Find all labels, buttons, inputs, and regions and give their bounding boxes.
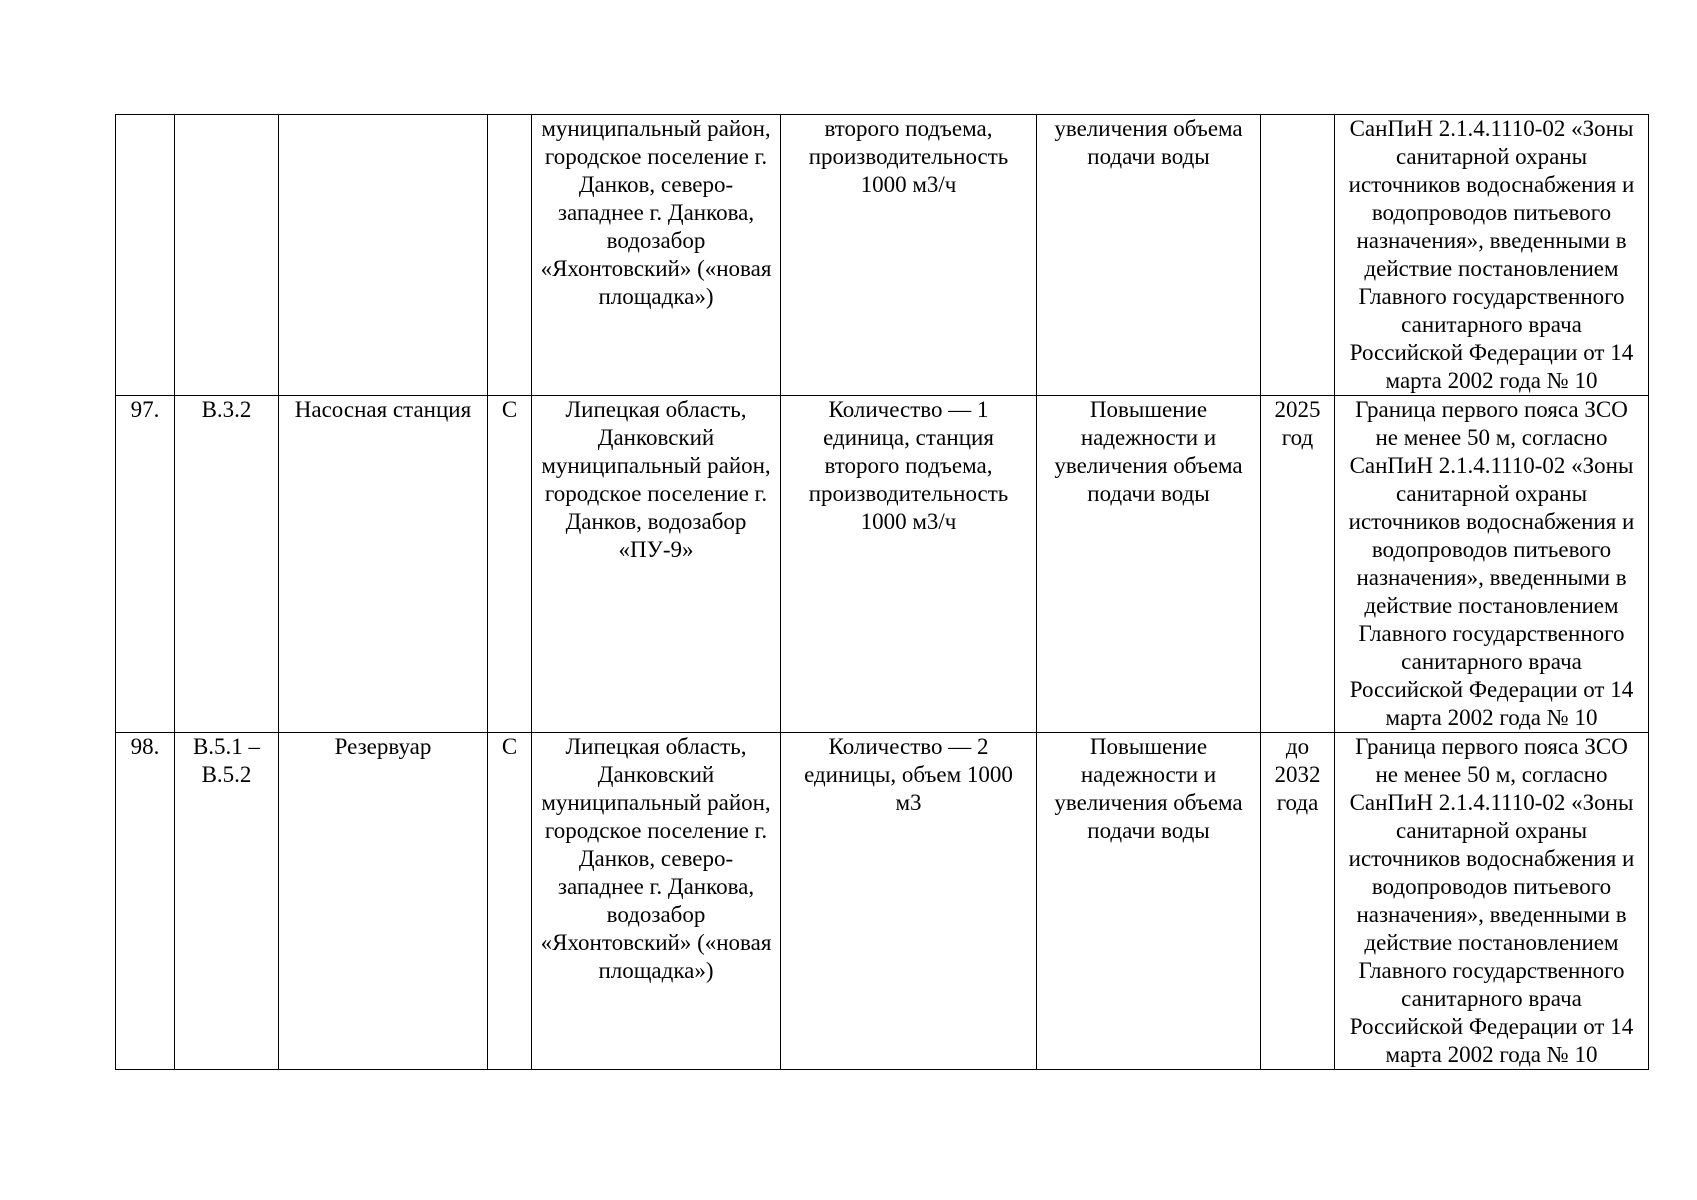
object-code-cell: В.3.2 <box>175 396 279 733</box>
status-cell: С <box>488 733 532 1070</box>
document-page <box>115 114 1648 1070</box>
protection-zone-cell: Граница первого пояса ЗСО не менее 50 м, согласно СанПиН 2.1.4.1110-02 «Зоны санитарной охраны источников водоснабжения и водопроводов питьевого назначения», введенными в действие постановлением Главного государственного санитарного врача Российской Федерации от 14 марта 2002 года № 10 <box>1335 733 1649 1070</box>
facilities-table <box>115 114 1649 1070</box>
object-name-cell: Резервуар <box>279 733 488 1070</box>
location-cell: муниципальный район, городское поселение г. Данков, северо- западнее г. Данкова, водозабор «Яхонтовский» («новая площадка») <box>532 115 781 396</box>
object-code-cell <box>175 115 279 396</box>
purpose-cell: Повышение надежности и увеличения объема подачи воды <box>1037 733 1261 1070</box>
table-row <box>116 396 1649 733</box>
term-cell: 2025 год <box>1261 396 1335 733</box>
row-number-cell <box>116 115 175 396</box>
status-cell <box>488 115 532 396</box>
table-row <box>116 115 1649 396</box>
protection-zone-cell: Граница первого пояса ЗСО не менее 50 м, согласно СанПиН 2.1.4.1110-02 «Зоны санитарной охраны источников водоснабжения и водопроводов питьевого назначения», введенными в действие постановлением Главного государственного санитарного врача Российской Федерации от 14 марта 2002 года № 10 <box>1335 396 1649 733</box>
location-cell: Липецкая область, Данковский муниципальный район, городское поселение г. Данков, северо- западнее г. Данкова, водозабор «Яхонтовский» («новая площадка») <box>532 733 781 1070</box>
characteristics-cell: второго подъема, производительность 1000 м3/ч <box>781 115 1037 396</box>
object-name-cell: Насосная станция <box>279 396 488 733</box>
purpose-cell: увеличения объема подачи воды <box>1037 115 1261 396</box>
row-number-cell: 98. <box>116 733 175 1070</box>
protection-zone-cell: СанПиН 2.1.4.1110-02 «Зоны санитарной охраны источников водоснабжения и водопроводов питьевого назначения», введенными в действие постановлением Главного государственного санитарного врача Российской Федерации от 14 марта 2002 года № 10 <box>1335 115 1649 396</box>
row-number-cell: 97. <box>116 396 175 733</box>
characteristics-cell: Количество — 2 единицы, объем 1000 м3 <box>781 733 1037 1070</box>
table-row <box>116 733 1649 1070</box>
characteristics-cell: Количество — 1 единица, станция второго подъема, производительность 1000 м3/ч <box>781 396 1037 733</box>
object-name-cell <box>279 115 488 396</box>
status-cell: С <box>488 396 532 733</box>
purpose-cell: Повышение надежности и увеличения объема подачи воды <box>1037 396 1261 733</box>
location-cell: Липецкая область, Данковский муниципальный район, городское поселение г. Данков, водозабор «ПУ-9» <box>532 396 781 733</box>
term-cell: до 2032 года <box>1261 733 1335 1070</box>
object-code-cell: В.5.1 – В.5.2 <box>175 733 279 1070</box>
term-cell <box>1261 115 1335 396</box>
